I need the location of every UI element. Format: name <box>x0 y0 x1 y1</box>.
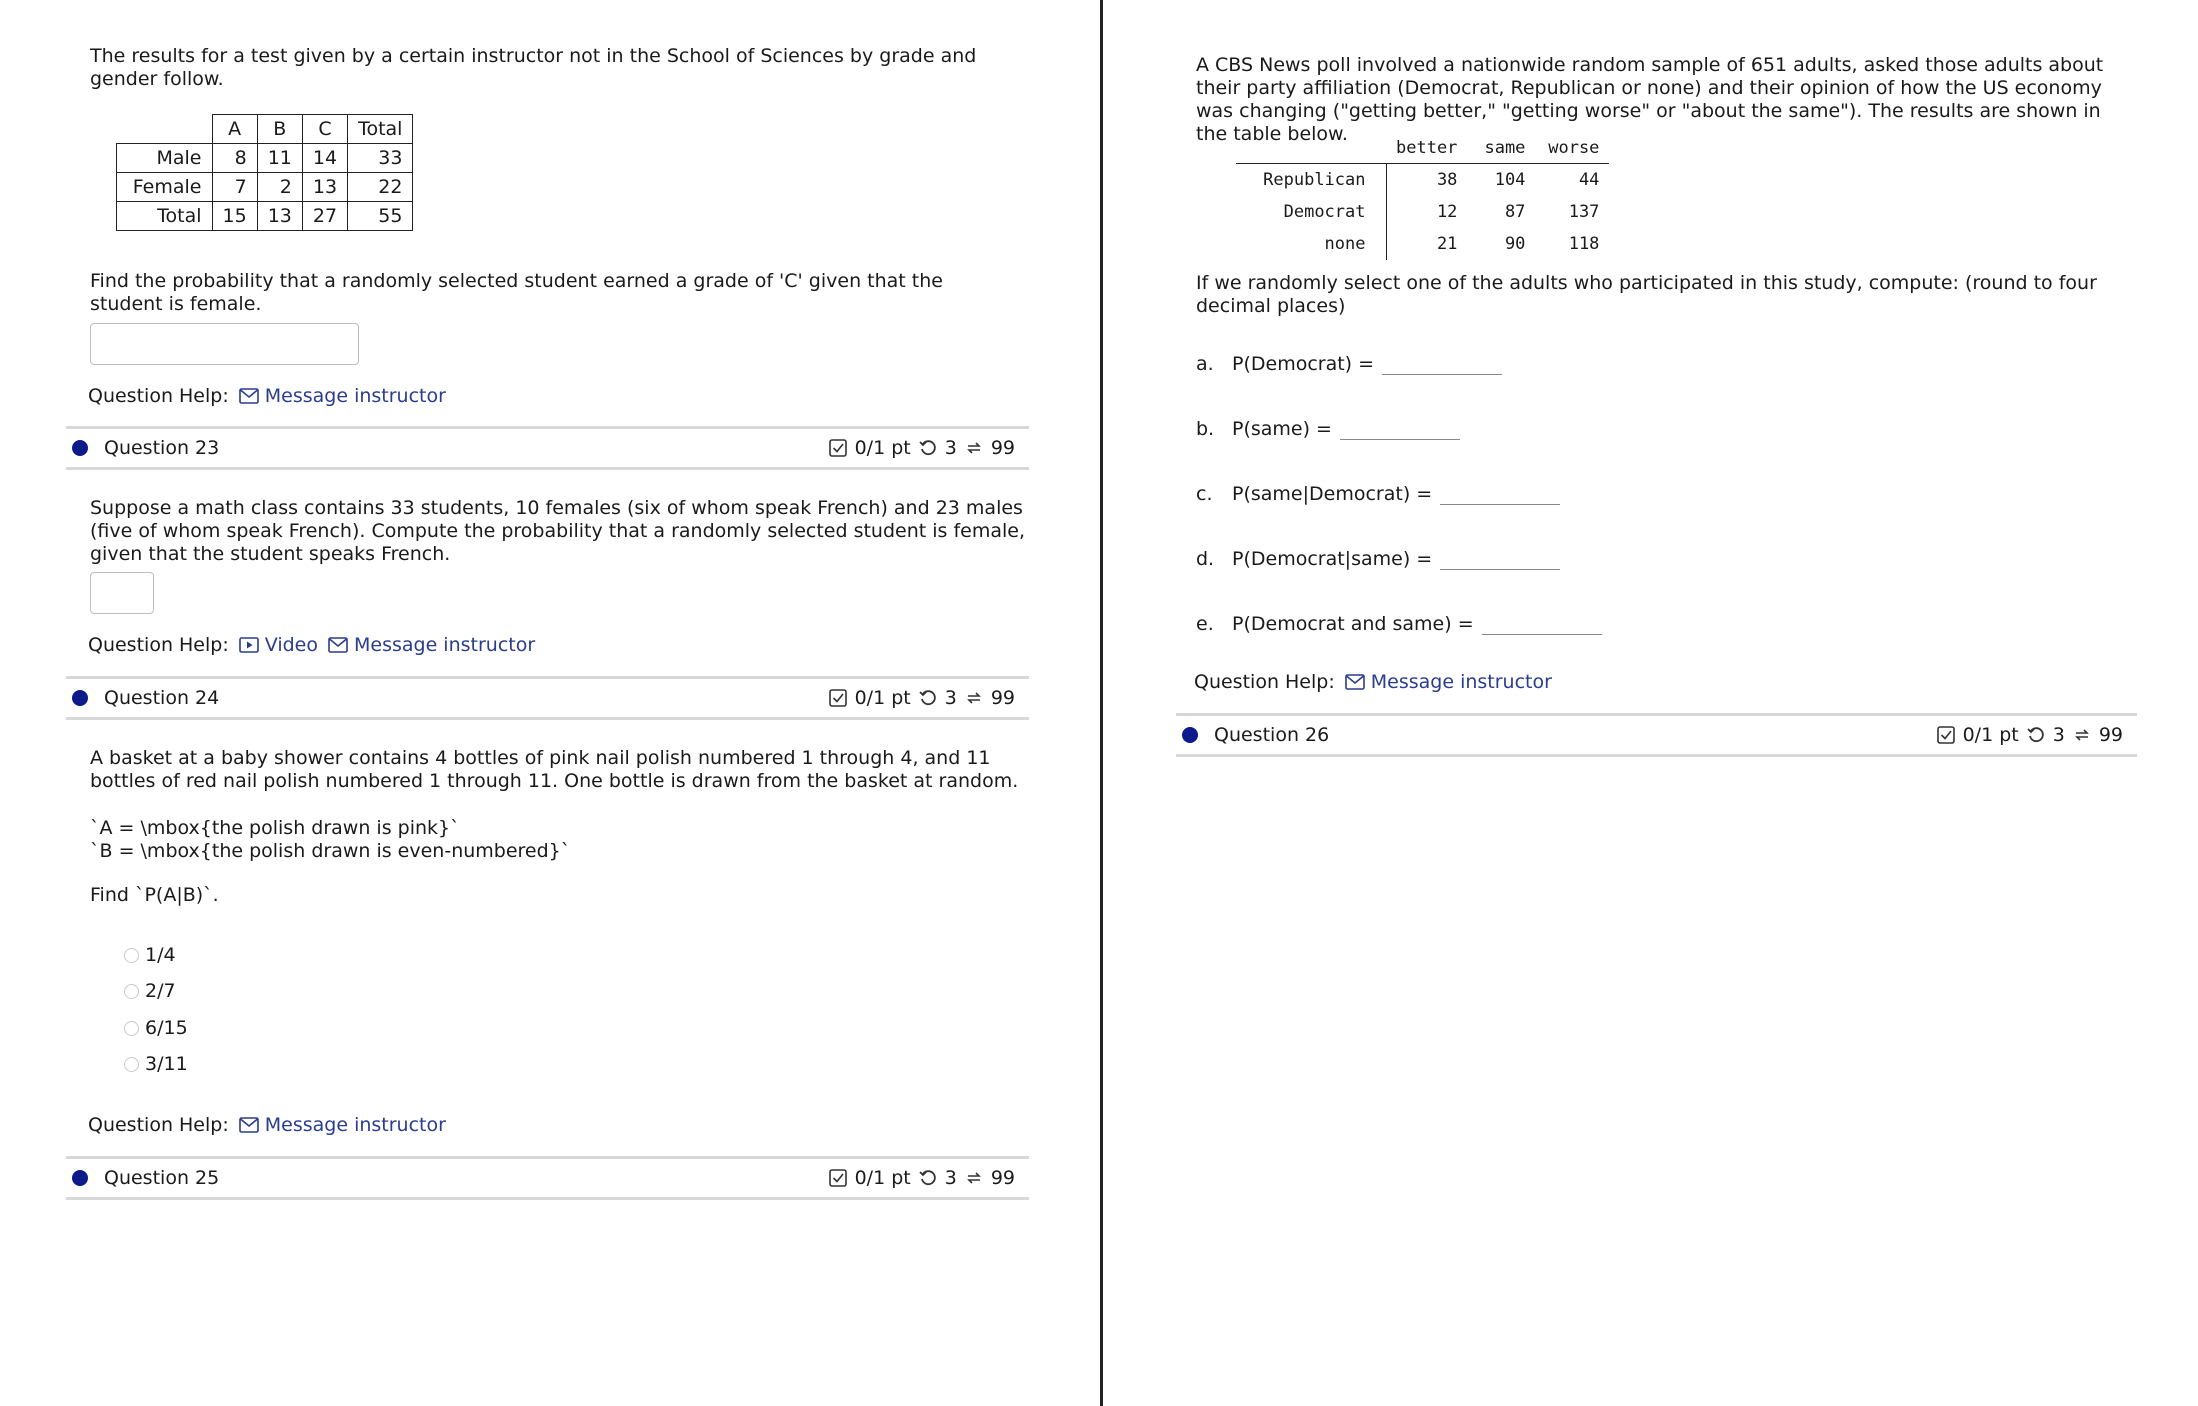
cell: 13 <box>302 173 347 202</box>
cell: 11 <box>257 144 302 173</box>
message-instructor-label: Message instructor <box>353 634 536 656</box>
question-title: Question 26 <box>1214 724 1330 746</box>
attempts-icon <box>2073 726 2091 744</box>
help-label: Question Help: <box>88 1114 229 1136</box>
cell: 13 <box>257 202 302 231</box>
cell: 15 <box>212 202 257 231</box>
question-meta <box>829 437 1015 459</box>
cell: 27 <box>302 202 347 231</box>
question-24-header[interactable] <box>66 676 1029 720</box>
table-row <box>1236 164 1609 197</box>
question-title: Question 25 <box>104 1167 220 1189</box>
table-row <box>1236 196 1609 228</box>
part-label: P(Democrat|same) = <box>1232 548 1433 570</box>
table-row <box>1236 228 1609 260</box>
score-label: 0/1 pt <box>854 1167 911 1189</box>
cell: 38 <box>1436 170 1458 190</box>
row-label: Male <box>117 144 213 173</box>
row-label: none <box>1236 228 1386 260</box>
attempts-icon <box>965 689 983 707</box>
part-e <box>1196 610 1602 635</box>
question-meta <box>829 1167 1015 1189</box>
score-label: 0/1 pt <box>854 437 911 459</box>
envelope-icon <box>239 387 259 405</box>
checkbox-icon <box>829 689 847 707</box>
checkbox-icon <box>829 1169 847 1187</box>
score-label: 0/1 pt <box>1962 724 2019 746</box>
part-d-answer-input[interactable] <box>1440 545 1560 570</box>
q25-intro: A CBS News poll involved a nationwide random sample of 651 adults, asked those adults about their party affiliation (Democrat, Republican or none) and their opinion of how the US economy was changing ("getting better," "getting worse" or "about the same"). The results are shown in the table below. <box>1196 54 2104 145</box>
option-radio[interactable] <box>124 1053 188 1075</box>
part-b-answer-input[interactable] <box>1340 415 1460 440</box>
row-label: Democrat <box>1236 196 1386 228</box>
q22-answer-input[interactable] <box>90 323 359 365</box>
table-header: A <box>212 115 257 144</box>
part-letter: b. <box>1196 418 1215 440</box>
attempts-icon <box>965 1169 983 1187</box>
cell: 2 <box>257 173 302 202</box>
question-meta <box>1937 724 2123 746</box>
cell: 104 <box>1494 170 1526 190</box>
radio-circle[interactable] <box>124 948 139 963</box>
message-instructor-label: Message instructor <box>264 385 446 407</box>
option-radio[interactable] <box>124 980 176 1002</box>
table-row <box>117 202 413 231</box>
message-instructor-link[interactable] <box>328 634 535 656</box>
retries-count: 3 <box>944 687 957 709</box>
table-header: same <box>1467 133 1535 164</box>
part-b <box>1196 415 1460 440</box>
q24-question-help <box>88 1114 446 1136</box>
q23-text: Suppose a math class contains 33 students, 10 females (six of whom speak French) and 23 males (five of whom speak French). Compute the probability that a randomly selected student is female, given that the student speaks French. <box>90 497 1025 565</box>
video-icon <box>239 636 259 654</box>
retries-count: 3 <box>2052 724 2065 746</box>
table-row <box>117 144 413 173</box>
retry-icon <box>919 439 937 457</box>
message-instructor-label: Message instructor <box>264 1114 446 1136</box>
retry-icon <box>919 689 937 707</box>
table-header: Total <box>348 115 413 144</box>
status-dot-icon <box>1182 727 1198 743</box>
envelope-icon <box>239 1116 259 1134</box>
option-label: 6/15 <box>145 1017 188 1039</box>
envelope-icon <box>328 636 348 654</box>
cell: 21 <box>1436 234 1458 254</box>
q23-question-help <box>88 634 535 656</box>
help-label: Question Help: <box>88 634 229 656</box>
part-e-answer-input[interactable] <box>1482 610 1602 635</box>
part-c-answer-input[interactable] <box>1440 480 1560 505</box>
option-label: 2/7 <box>145 980 176 1002</box>
cell: 87 <box>1504 202 1526 222</box>
part-c <box>1196 480 1560 505</box>
part-letter: d. <box>1196 548 1215 570</box>
attempts-count: 99 <box>2098 724 2123 746</box>
part-letter: e. <box>1196 613 1214 635</box>
radio-circle[interactable] <box>124 1021 139 1036</box>
radio-circle[interactable] <box>124 1057 139 1072</box>
status-dot-icon <box>72 440 88 456</box>
message-instructor-link[interactable] <box>239 1114 446 1136</box>
retries-count: 3 <box>944 437 957 459</box>
table-header: worse <box>1535 133 1609 164</box>
score-label: 0/1 pt <box>854 687 911 709</box>
help-label: Question Help: <box>88 385 229 407</box>
video-label: Video <box>264 634 318 656</box>
message-instructor-label: Message instructor <box>1370 671 1552 693</box>
q24-text: A basket at a baby shower contains 4 bottles of pink nail polish numbered 1 through 4, and 11 bottles of red nail polish numbered 1 through 11. One bottle is drawn from the basket at random. <box>90 747 1019 792</box>
attempts-count: 99 <box>990 687 1015 709</box>
q23-answer-input[interactable] <box>90 572 154 614</box>
cell: 137 <box>1568 202 1600 222</box>
q24-def-b: `B = \mbox{the polish drawn is even-numbered}` <box>90 840 571 862</box>
part-label: P(Democrat and same) = <box>1232 613 1474 635</box>
q22-intro: The results for a test given by a certain instructor not in the School of Sciences by grade and gender follow. <box>90 45 977 90</box>
question-23-header[interactable] <box>66 426 1029 470</box>
cell: 7 <box>212 173 257 202</box>
q24-find: Find `P(A|B)`. <box>90 884 219 906</box>
part-letter: a. <box>1196 353 1214 375</box>
question-26-header[interactable] <box>1176 713 2137 757</box>
row-label: Total <box>117 202 213 231</box>
retries-count: 3 <box>944 1167 957 1189</box>
grade-gender-table <box>116 114 413 231</box>
page-divider <box>1100 0 1103 1406</box>
part-letter: c. <box>1196 483 1213 505</box>
q25-prompt: If we randomly select one of the adults who participated in this study, compute: (round to four decimal places) <box>1196 272 2097 317</box>
cell: 118 <box>1568 234 1600 254</box>
row-label: Republican <box>1236 164 1386 197</box>
part-label: P(Democrat) = <box>1232 353 1375 375</box>
table-header: B <box>257 115 302 144</box>
help-label: Question Help: <box>1194 671 1335 693</box>
option-label: 3/11 <box>145 1053 188 1075</box>
option-radio[interactable] <box>124 1017 188 1039</box>
checkbox-icon <box>829 439 847 457</box>
cell: 44 <box>1578 170 1600 190</box>
part-label: P(same) = <box>1232 418 1332 440</box>
poll-table <box>1236 133 1609 260</box>
attempts-icon <box>965 439 983 457</box>
cell: 55 <box>348 202 413 231</box>
video-link[interactable] <box>239 634 318 656</box>
q25-question-help <box>1194 671 1552 693</box>
option-radio[interactable] <box>124 944 176 966</box>
table-header: better <box>1386 133 1467 164</box>
cell: 33 <box>348 144 413 173</box>
option-label: 1/4 <box>145 944 176 966</box>
status-dot-icon <box>72 1170 88 1186</box>
row-label: Female <box>117 173 213 202</box>
part-label: P(same|Democrat) = <box>1232 483 1433 505</box>
checkbox-icon <box>1937 726 1955 744</box>
message-instructor-link[interactable] <box>239 385 446 407</box>
question-25-header[interactable] <box>66 1156 1029 1200</box>
message-instructor-link[interactable] <box>1345 671 1552 693</box>
cell: 8 <box>212 144 257 173</box>
envelope-icon <box>1345 673 1365 691</box>
table-row <box>117 173 413 202</box>
q22-question-help <box>88 385 446 407</box>
part-a <box>1196 350 1502 375</box>
attempts-count: 99 <box>990 1167 1015 1189</box>
retry-icon <box>919 1169 937 1187</box>
attempts-count: 99 <box>990 437 1015 459</box>
question-title: Question 23 <box>104 437 220 459</box>
status-dot-icon <box>72 690 88 706</box>
question-meta <box>829 687 1015 709</box>
q22-question: Find the probability that a randomly selected student earned a grade of 'C' given that the student is female. <box>90 270 943 315</box>
cell: 12 <box>1436 202 1458 222</box>
question-title: Question 24 <box>104 687 220 709</box>
part-d <box>1196 545 1560 570</box>
radio-circle[interactable] <box>124 984 139 999</box>
table-header: C <box>302 115 347 144</box>
q24-def-a: `A = \mbox{the polish drawn is pink}` <box>90 817 460 839</box>
cell: 14 <box>302 144 347 173</box>
cell: 90 <box>1504 234 1526 254</box>
cell: 22 <box>348 173 413 202</box>
retry-icon <box>2027 726 2045 744</box>
part-a-answer-input[interactable] <box>1382 350 1502 375</box>
